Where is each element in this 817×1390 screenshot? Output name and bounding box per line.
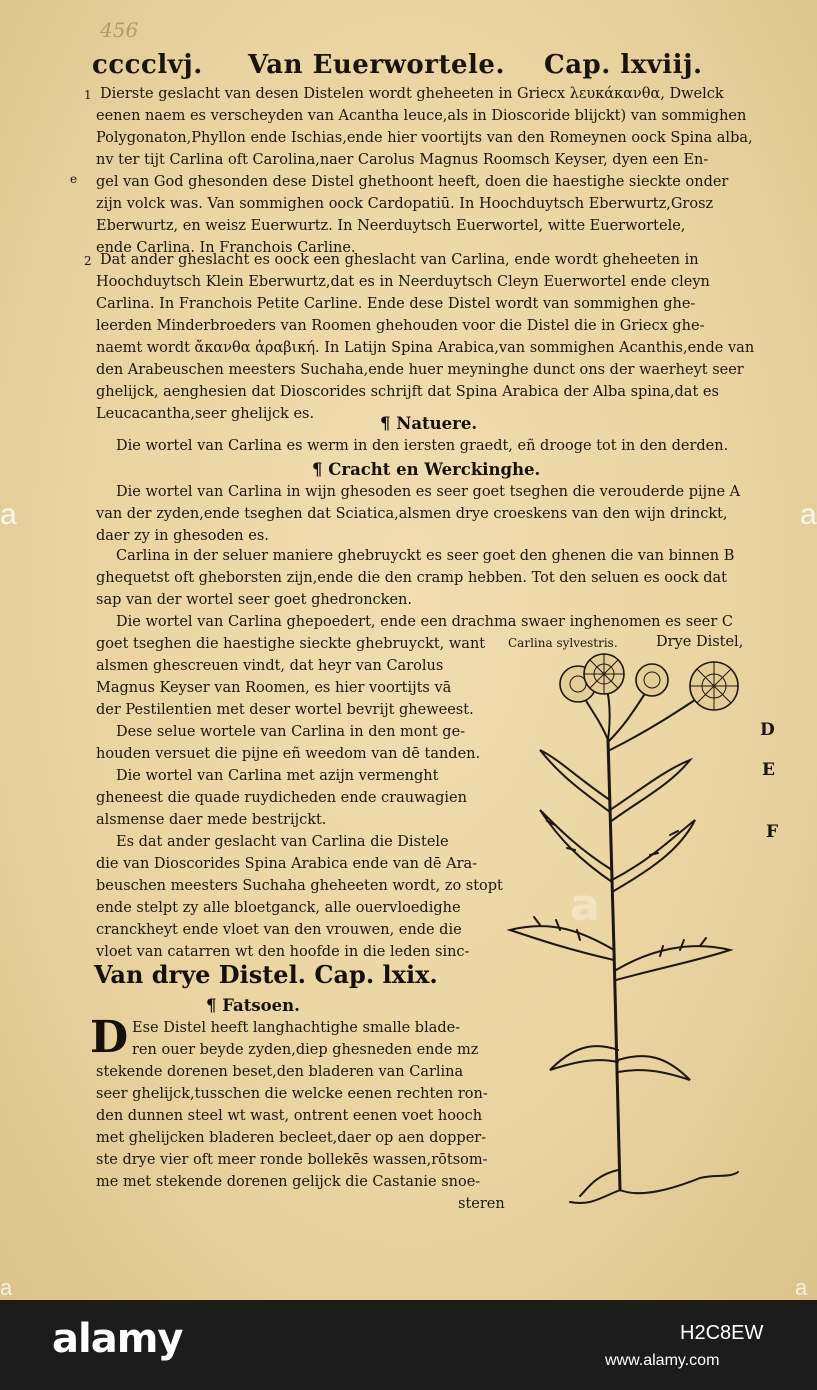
fatsoen-line: steren — [458, 1196, 505, 1212]
image-id: H2C8EW — [680, 1322, 764, 1344]
cracht-line: Carlina in der seluer maniere ghebruyckt es seer goet den ghenen die van binnen B — [116, 548, 735, 564]
fatsoen-line: met ghelijcken bladeren becleet,daer op aen dopper- — [96, 1130, 487, 1146]
margin-number-1: 1 — [84, 88, 92, 102]
cracht-line: die van Dioscorides Spina Arabica ende van dē Ara- — [96, 856, 478, 872]
cracht-line: Die wortel van Carlina met azijn vermenght — [116, 768, 439, 784]
heading-cracht: ¶ Cracht en Werckinghe. — [312, 460, 541, 479]
fatsoen-line: ren ouer beyde zyden,diep ghesneden ende mz — [132, 1042, 479, 1058]
fatsoen-line: stekende dorenen beset,den bladeren van Carlina — [96, 1064, 464, 1080]
cracht-line: alsmen ghescreuen vindt, dat heyr van Carolus — [96, 658, 444, 674]
cracht-line: vloet van catarren wt den hoofde in die leden sinc- — [96, 944, 470, 960]
watermark-right: a — [800, 498, 817, 531]
para1-line: zijn volck was. Van sommighen oock Cardopatiū. In Hoochduytsch Eberwurtz,Grosz — [96, 196, 714, 212]
para2-line: ghelijck, aenghesien dat Dioscorides schrijft dat Spina Arabica der Alba spina,dat es — [96, 384, 719, 400]
margin-number-2: 2 — [84, 254, 92, 268]
cracht-line: van der zyden,ende tseghen dat Sciatica,alsmen drye croeskens van den wijn drinckt, — [96, 506, 728, 522]
fatsoen-line: seer ghelijck,tusschen die welcke eenen rechten ron- — [96, 1086, 488, 1102]
para2-line: Hoochduytsch Klein Eberwurtz,dat es in Neerduytsch Cleyn Euerwortel ende cleyn — [96, 274, 710, 290]
para1-line: Dierste geslacht van desen Distelen wordt gheheeten in Griecx λευκάκανθα, Dwelck — [100, 86, 724, 102]
margin-mark: e — [70, 172, 78, 186]
cracht-line: der Pestilentien met deser wortel bevrijt gheweest. — [96, 702, 474, 718]
cracht-line: ghequetst oft gheborsten zijn,ende die den cramp hebben. Tot den seluen es oock dat — [96, 570, 727, 586]
page-title: Van Euerwortele. — [248, 50, 505, 80]
fatsoen-line: Ese Distel heeft langhachtighe smalle blade- — [132, 1020, 461, 1036]
watermark-left: a — [0, 498, 17, 531]
fatsoen-line: ste drye vier oft meer ronde bollekēs wassen,rōtsom- — [96, 1152, 488, 1168]
para2-line: Leucacantha,seer ghelijck es. — [96, 406, 315, 422]
cracht-line: goet tseghen die haestighe sieckte ghebruyckt, want — [96, 636, 486, 652]
chapter-number: Cap. lxviij. — [544, 50, 703, 80]
watermark-bottom-right: a — [795, 1275, 808, 1300]
para1-line: ende Carlina. In Franchois Carline. — [96, 240, 356, 256]
drop-cap: D — [90, 1012, 129, 1063]
watermark-center: a — [570, 880, 600, 931]
folio-pencil-note: 456 — [100, 18, 139, 42]
plant-letter-e: E — [762, 760, 775, 780]
para1-line: Eberwurtz, en weisz Euerwurtz. In Neerduytsch Euerwortel, witte Euerwortele, — [96, 218, 686, 234]
cracht-line: houden versuet die pijne eñ weedom van dē tanden. — [96, 746, 481, 762]
para2-line: den Arabeuschen meesters Suchaha,ende huer meyninghe dunct ons der waerheyt seer — [96, 362, 744, 378]
heading-natuere: ¶ Natuere. — [380, 414, 478, 433]
cracht-line: gheneest die quade ruydicheden ende crauwagien — [96, 790, 467, 806]
site-url: www.alamy.com — [605, 1352, 720, 1369]
cracht-line: cranckheyt ende vloet van den vrouwen, ende die — [96, 922, 462, 938]
plant-caption-latin: Carlina sylvestris. — [508, 636, 618, 650]
para2-line: naemt wordt ἄκανθα ἀραβική. In Latijn Spina Arabica,van sommighen Acanthis,ende van — [96, 340, 755, 356]
fatsoen-line: me met stekende dorenen gelijck die Castanie snoe- — [96, 1174, 481, 1190]
cracht-line: Die wortel van Carlina ghepoedert, ende een drachma swaer inghenomen es seer C — [116, 614, 733, 630]
para1-line: eenen naem es verscheyden van Acantha leuce,als in Dioscoride blijckt) van sommighen — [96, 108, 747, 124]
cracht-line: beuschen meesters Suchaha gheheeten wordt, zo stopt — [96, 878, 503, 894]
cracht-line: Die wortel van Carlina in wijn ghesoden es seer goet tseghen die verouderde pijne A — [116, 484, 741, 500]
thistle-woodcut-illustration — [500, 650, 750, 1210]
watermark-bottom-left: a — [0, 1275, 13, 1300]
running-header — [92, 50, 712, 86]
cracht-line: Magnus Keyser van Roomen, es hier voortijts vā — [96, 680, 452, 696]
folio-number: cccclvj. — [92, 50, 203, 80]
cracht-line: ende stelpt zy alle bloetganck, alle ouervloedighe — [96, 900, 461, 916]
para1-line: nv ter tijt Carlina oft Carolina,naer Carolus Magnus Roomsch Keyser, dyen een En- — [96, 152, 709, 168]
para2-line: Carlina. In Franchois Petite Carline. Ende dese Distel wordt van sommighen ghe- — [96, 296, 696, 312]
plant-letter-f: F — [766, 822, 779, 842]
cracht-line: Es dat ander geslacht van Carlina die Distele — [116, 834, 449, 850]
para2-line: leerden Minderbroeders van Roomen ghehouden voor die Distel die in Griecx ghe- — [96, 318, 705, 334]
heading-fatsoen: ¶ Fatsoen. — [206, 996, 300, 1015]
para1-line: gel van God ghesonden dese Distel ghethoont heeft, doen die haestighe sieckte onder — [96, 174, 729, 190]
cracht-line: alsmense daer mede bestrijckt. — [96, 812, 327, 828]
plant-letter-d: D — [760, 720, 775, 740]
fatsoen-line: den dunnen steel wt wast, ontrent eenen voet hooch — [96, 1108, 483, 1124]
chapter-title-drye-distel: Van drye Distel. Cap. lxix. — [94, 960, 438, 989]
brand-logo: alamy — [52, 1316, 183, 1362]
cracht-line: sap van der wortel seer goet ghedroncken. — [96, 592, 412, 608]
plant-caption: Drye Distel, — [656, 634, 744, 650]
para2-line: Dat ander gheslacht es oock een gheslacht van Carlina, ende wordt gheheeten in — [100, 252, 699, 268]
cracht-line: Dese selue wortele van Carlina in den mont ge- — [116, 724, 466, 740]
natuere-line: Die wortel van Carlina es werm in den iersten graedt, eñ drooge tot in den derden. — [116, 438, 729, 454]
para1-line: Polygonaton,Phyllon ende Ischias,ende hier voortijts van den Romeynen oock Spina alba, — [96, 130, 753, 146]
cracht-line: daer zy in ghesoden es. — [96, 528, 269, 544]
